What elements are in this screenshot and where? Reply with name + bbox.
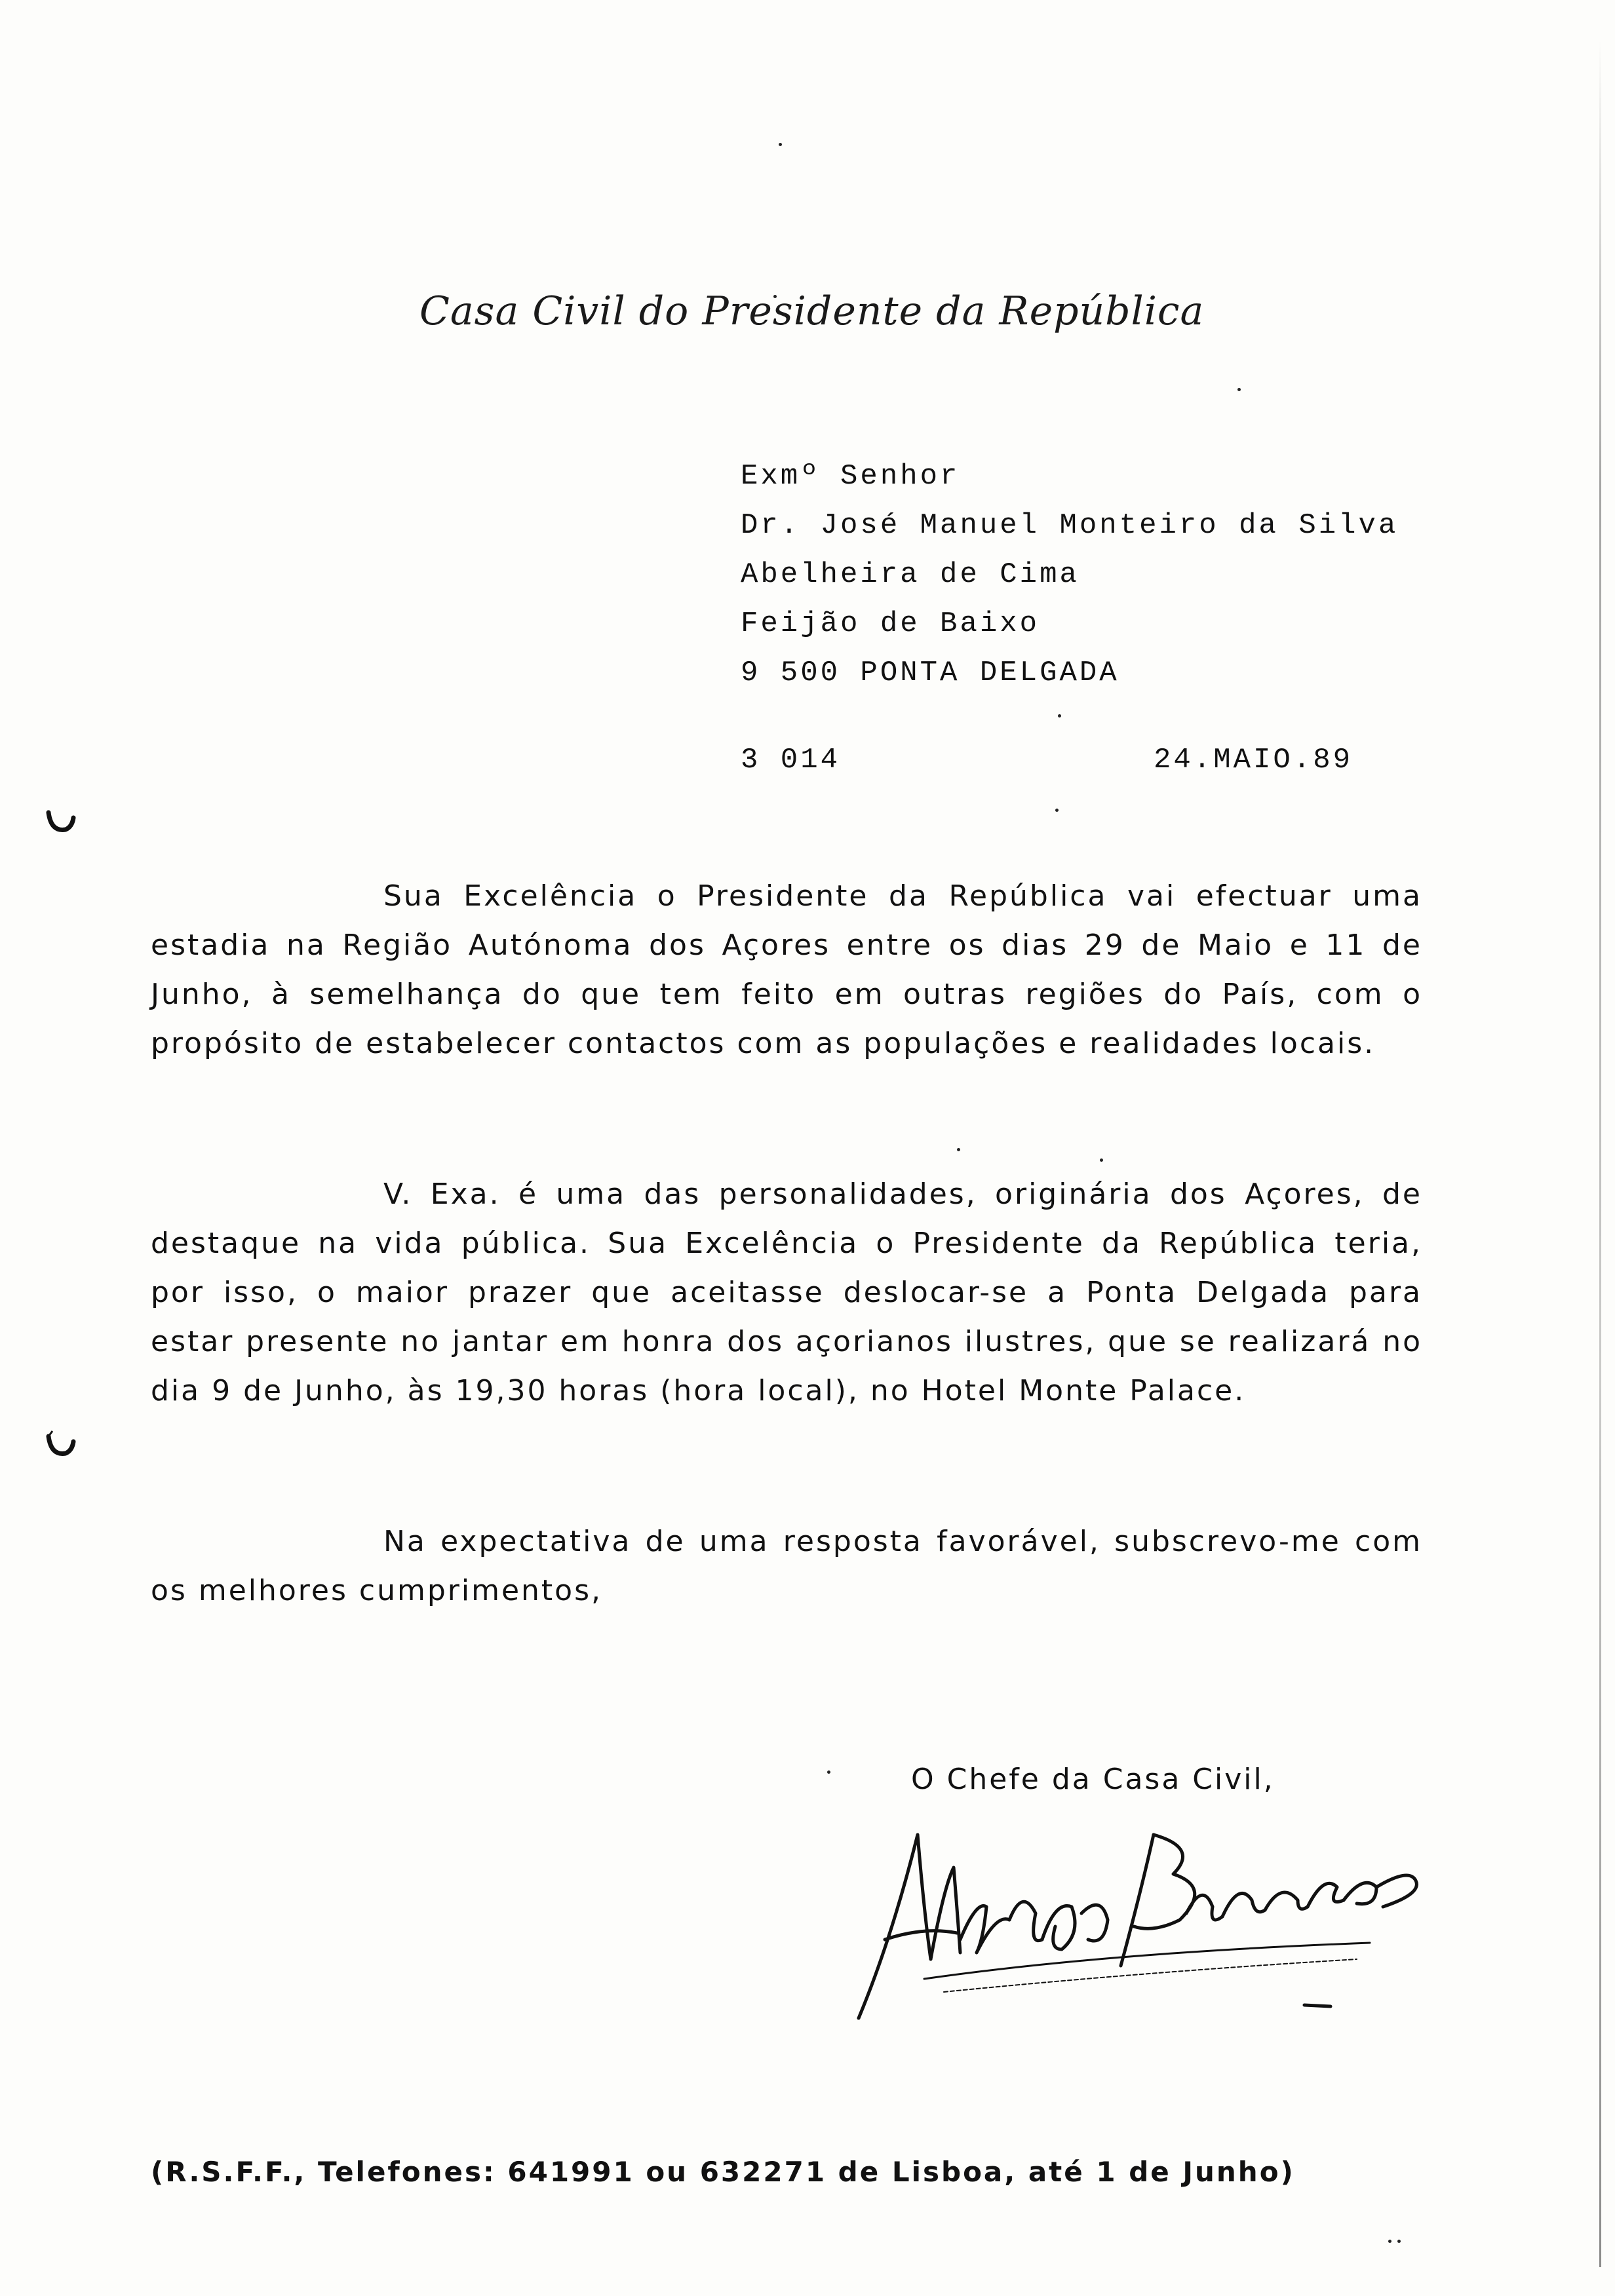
letterhead: Casa Civil do Presidente da República — [419, 288, 1205, 334]
scan-speck — [1055, 809, 1059, 812]
closing-title: O Chefe da Casa Civil, — [911, 1763, 1275, 1796]
punch-hole-mark-top — [46, 806, 76, 836]
address-line: Abelheira de Cima — [741, 558, 1080, 591]
scan-speck — [957, 1148, 960, 1151]
letter-date: 24.MAIO.89 — [1154, 744, 1353, 776]
punch-hole-mark-bottom — [46, 1428, 76, 1459]
body-paragraph-1: Sua Excelência o Presidente da República vai efectuar uma estadia na Região Autónoma dos Açores entre os dias 29 de Maio e 11 de Junho, à semelhança do que tem feito em outras regiões do País, com o propósito de estabelecer contactos com as populações e realidades locais. — [151, 879, 1422, 1060]
footer-note: (R.S.F.F., Telefones: 641991 ou 632271 de Lisboa, até 1 de Junho) — [151, 2156, 1295, 2188]
scan-speck — [779, 143, 782, 146]
scan-speck — [1100, 1158, 1103, 1162]
address-line: Exmº Senhor — [741, 460, 960, 493]
address-line: Dr. José Manuel Monteiro da Silva — [741, 509, 1399, 542]
binding-edge — [1599, 39, 1601, 2267]
body-paragraph-3: Na expectativa de uma resposta favorável, subscrevo-me com os melhores cumprimentos, — [151, 1525, 1422, 1607]
scan-speck — [1058, 714, 1061, 718]
body-paragraph-2: V. Exa. é uma das personalidades, originária dos Açores, de destaque na vida pública. Sua Excelência o Presidente da República teria, por isso, o maior prazer que aceitasse deslocar-se a Ponta Delgada para estar presente no jantar em honra dos açorianos ilustres, que se realizará no dia 9 de Junho, às 19,30 horas (hora local), no Hotel Monte Palace. — [151, 1177, 1422, 1407]
handwritten-signature — [846, 1808, 1435, 2031]
reference-number: 3 014 — [741, 744, 841, 776]
address-line: Feijão de Baixo — [741, 607, 1040, 640]
scan-speck — [827, 1770, 830, 1774]
address-line: 9 500 PONTA DELGADA — [741, 657, 1119, 689]
scan-speck — [1388, 2240, 1391, 2243]
scan-speck — [1397, 2240, 1401, 2243]
scan-speck — [1237, 388, 1241, 391]
recipient-address — [741, 452, 1398, 698]
